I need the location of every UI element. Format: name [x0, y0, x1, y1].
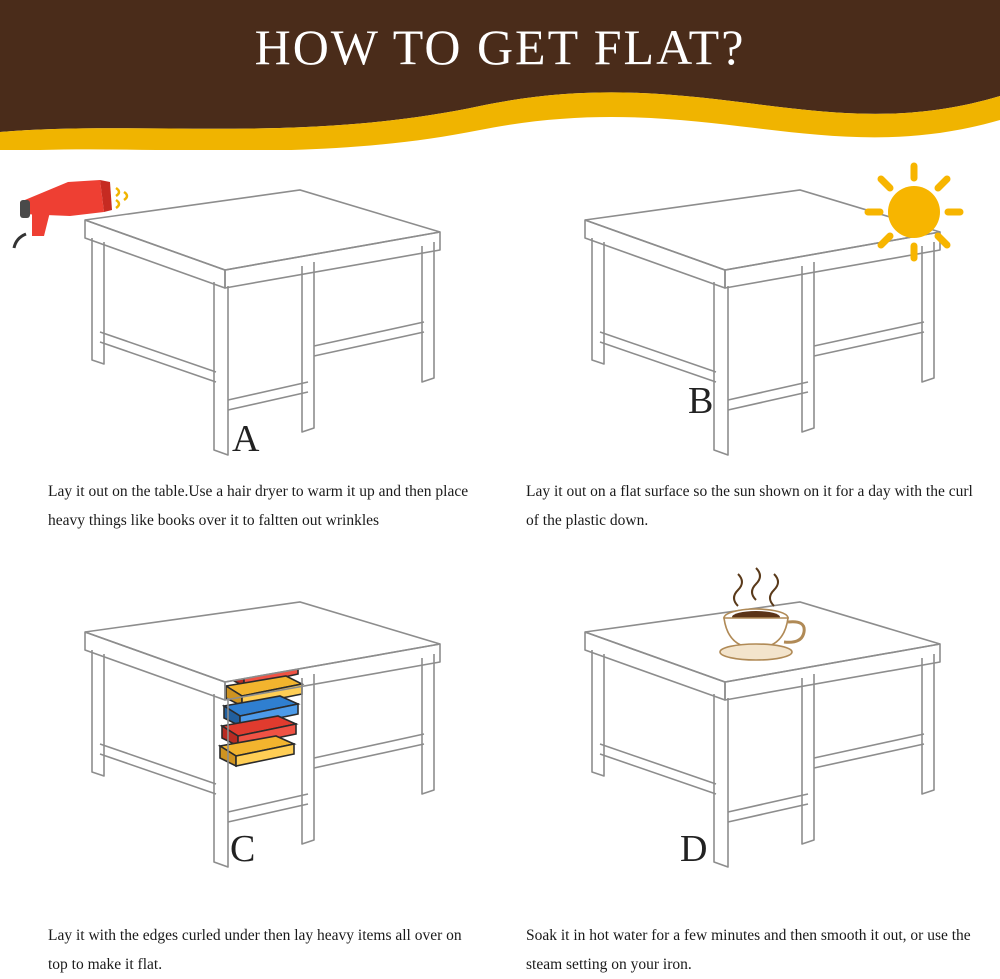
panel-a-letter: A: [232, 418, 260, 460]
panel-b: [500, 150, 1000, 562]
panel-b-illustration: [500, 150, 1000, 490]
panel-grid: [0, 150, 1000, 974]
header-banner: [0, 0, 1000, 150]
panel-d: [500, 562, 1000, 974]
panel-c: [0, 562, 500, 974]
panel-c-letter: C: [230, 828, 256, 870]
panel-a: [0, 150, 500, 562]
panel-d-caption: Soak it in hot water for a few minutes and then smooth it out, or use the steam setting on your iron.: [526, 927, 971, 973]
panel-a-caption: Lay it out on the table.Use a hair dryer to warm it up and then place heavy things like books over it to faltten out wrinkles: [48, 483, 469, 529]
table-illustration: [585, 190, 940, 455]
panel-b-caption: Lay it out on a flat surface so the sun shown on it for a day with the curl of the plastic down.: [526, 483, 973, 529]
hair-dryer-icon: [14, 180, 127, 248]
panel-d-letter: D: [680, 828, 708, 870]
page-title: HOW TO GET FLAT?: [254, 19, 746, 75]
sun-icon: [868, 166, 960, 258]
panel-d-illustration: [500, 562, 1000, 902]
panel-b-letter: B: [688, 380, 714, 422]
panel-c-caption: Lay it with the edges curled under then lay heavy items all over on top to make it flat.: [48, 927, 462, 973]
table-illustration: [85, 190, 440, 455]
